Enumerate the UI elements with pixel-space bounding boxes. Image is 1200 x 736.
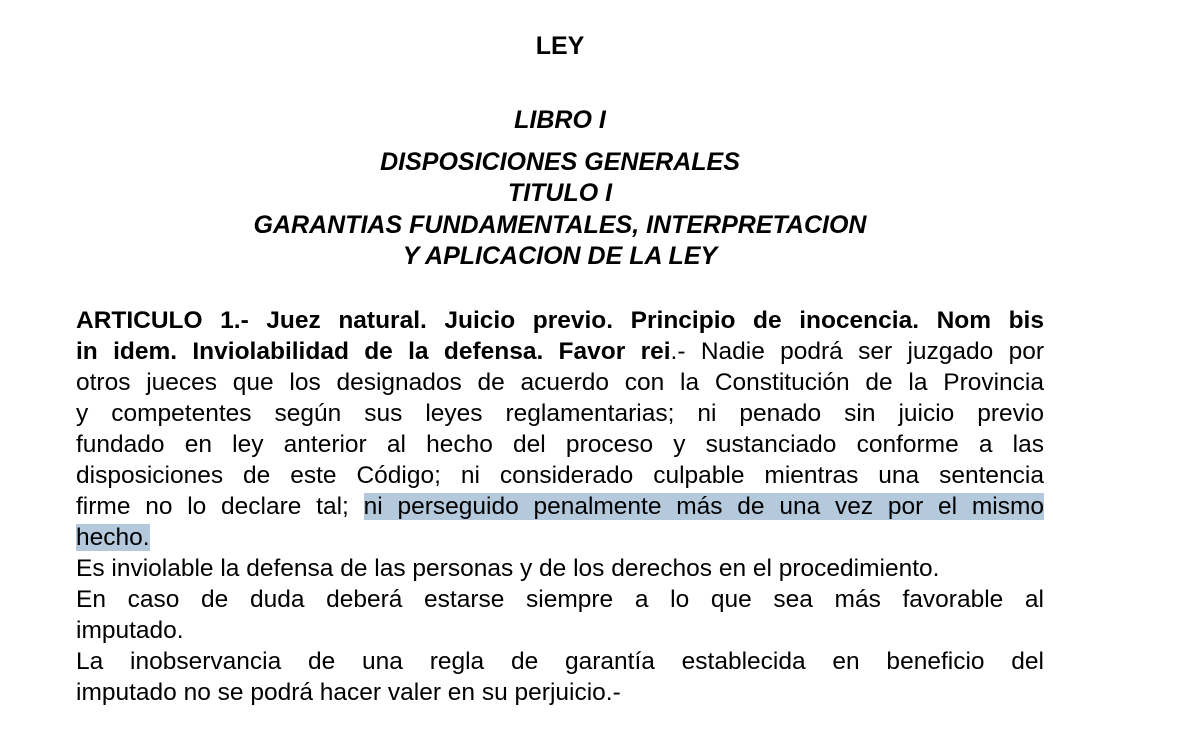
title-name-line2: Y APLICACION DE LA LEY: [402, 242, 718, 270]
book-heading: LIBRO I: [514, 106, 606, 134]
article-1: [76, 305, 1044, 708]
paragraph-guarantee-line1: La inobservancia de una regla de garantía establecida en beneficio del: [76, 648, 1044, 675]
article-label: ARTICULO 1.- Juez natural. Juicio previo. Principio de inocencia. Nom bis: [76, 307, 1044, 334]
article-line2-rest: .- Nadie podrá ser juzgado por: [670, 338, 1044, 365]
paragraph-defense: Es inviolable la defensa de las personas y de los derechos en el procedimiento.: [76, 555, 940, 582]
article-line-6: disposiciones de este Código; ni considerado culpable mientras una sentencia: [76, 462, 1044, 489]
article-line-3: otros jueces que los designados de acuerdo con la Constitución de la Provincia: [76, 369, 1044, 396]
paragraph-doubt-line1: En caso de duda deberá estarse siempre a lo que sea más favorable al: [76, 586, 1044, 613]
article-line7-plain: firme no lo declare tal;: [76, 493, 364, 520]
article-line-2: [76, 336, 1044, 367]
article-label-cont: in idem. Inviolabilidad de la defensa. Favor rei: [76, 338, 671, 365]
book-title: DISPOSICIONES GENERALES: [380, 148, 740, 176]
paragraph-guarantee-line2: imputado no se podrá hacer valer en su perjuicio.-: [76, 679, 621, 706]
article-line-8: [76, 522, 1044, 553]
selected-text[interactable]: ni perseguido penalmente más de una vez por el mismo: [363, 493, 1044, 520]
title-heading: TITULO I: [507, 179, 613, 207]
selected-text-cont[interactable]: hecho.: [76, 524, 150, 551]
title-name-line1: GARANTIAS FUNDAMENTALES, INTERPRETACION: [253, 211, 867, 239]
article-line-4: y competentes según sus leyes reglamentarias; ni penado sin juicio previo: [76, 400, 1044, 427]
law-heading: LEY: [535, 32, 585, 60]
article-line-7: [76, 491, 1044, 522]
article-line-5: fundado en ley anterior al hecho del proceso y sustanciado conforme a las: [76, 431, 1044, 458]
paragraph-doubt-line2: imputado.: [76, 617, 184, 644]
